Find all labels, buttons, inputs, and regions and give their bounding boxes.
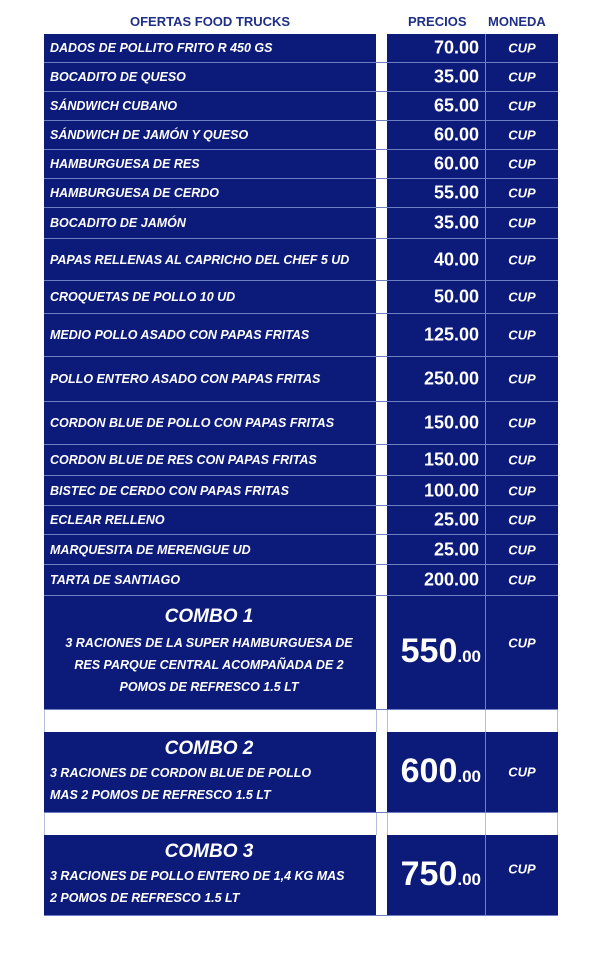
item-price: 100.00: [423, 480, 479, 500]
item-name: BOCADITO DE JAMÓN: [50, 216, 186, 230]
item-currency: CUP: [508, 40, 536, 56]
item-name: SÁNDWICH DE JAMÓN Y QUESO: [50, 128, 249, 142]
spacer-row: [44, 710, 558, 732]
menu-row: [44, 121, 558, 150]
item-currency: CUP: [508, 327, 536, 343]
menu-row: [44, 535, 558, 565]
menu-row: [44, 314, 558, 357]
item-name: DADOS DE POLLITO FRITO R 450 GS: [50, 41, 273, 55]
item-currency: CUP: [508, 185, 536, 201]
item-name: CORDON BLUE DE POLLO CON PAPAS FRITAS: [50, 416, 335, 430]
spacer-row: [44, 813, 558, 835]
item-name: CORDON BLUE DE RES CON PAPAS FRITAS: [50, 453, 317, 467]
header-prices: PRECIOS: [408, 14, 467, 29]
item-currency: CUP: [508, 156, 536, 172]
item-currency: CUP: [508, 483, 536, 498]
item-currency: CUP: [508, 371, 536, 387]
item-price: 50.00: [433, 286, 479, 307]
item-currency: CUP: [508, 572, 536, 588]
menu-row: [44, 506, 558, 535]
item-currency: CUP: [508, 452, 536, 468]
item-name: MEDIO POLLO ASADO CON PAPAS FRITAS: [50, 328, 310, 342]
item-currency: CUP: [508, 69, 536, 85]
combo-description: 3 RACIONES DE CORDON BLUE DE POLLO MAS 2 POMOS DE REFRESCO 1.5 LT: [50, 766, 312, 802]
item-name: ECLEAR RELLENO: [50, 513, 165, 527]
item-name: SÁNDWICH CUBANO: [50, 99, 178, 113]
item-price: 150.00: [423, 449, 479, 470]
combo-row: [44, 732, 558, 813]
menu-row: [44, 179, 558, 208]
item-name: MARQUESITA DE MERENGUE UD: [50, 542, 251, 557]
combo-title: COMBO 2: [164, 738, 254, 759]
item-currency: CUP: [508, 127, 536, 143]
item-name: BISTEC DE CERDO CON PAPAS FRITAS: [50, 483, 289, 498]
menu-row: [44, 34, 558, 63]
menu-row: [44, 208, 558, 239]
combo-description: 3 RACIONES DE POLLO ENTERO DE 1,4 KG MAS 2 POMOS DE REFRESCO 1.5 LT: [50, 869, 345, 905]
menu-row: [44, 63, 558, 92]
menu-row: [44, 92, 558, 121]
combo-currency: CUP: [508, 635, 536, 651]
item-currency: CUP: [508, 215, 536, 231]
item-price: 25.00: [433, 539, 479, 559]
menu-row: [44, 565, 558, 596]
item-price: 125.00: [423, 324, 479, 345]
item-price: 60.00: [433, 153, 479, 174]
item-price: 65.00: [433, 95, 479, 116]
combo-description: 3 RACIONES DE LA SUPER HAMBURGUESA DE RES PARQUE CENTRAL ACOMPAÑADA DE 2 POMOS DE REFRESCO 1.5 LT: [65, 636, 353, 694]
menu-row: [44, 150, 558, 179]
combo-price: 550.00: [400, 632, 481, 670]
item-price: 150.00: [423, 412, 479, 433]
item-currency: CUP: [508, 512, 536, 528]
menu-row: [44, 445, 558, 476]
combo-currency: CUP: [508, 861, 536, 877]
menu-row: [44, 476, 558, 506]
item-name: POLLO ENTERO ASADO CON PAPAS FRITAS: [50, 372, 321, 386]
menu-row: [44, 357, 558, 402]
menu-row: [44, 402, 558, 445]
item-price: 35.00: [433, 66, 479, 87]
combo-row: [44, 835, 558, 916]
item-currency: CUP: [508, 542, 536, 557]
menu-row: [44, 281, 558, 314]
combo-currency: CUP: [508, 764, 536, 780]
combo-price: 600.00: [400, 752, 481, 790]
item-currency: CUP: [508, 289, 536, 305]
item-price: 70.00: [433, 37, 479, 58]
item-currency: CUP: [508, 252, 536, 267]
item-name: HAMBURGUESA DE RES: [50, 157, 200, 171]
combo-row: [44, 596, 558, 710]
item-price: 40.00: [433, 249, 479, 269]
combo-title: COMBO 3: [164, 841, 254, 862]
item-price: 55.00: [433, 182, 479, 203]
item-name: CROQUETAS DE POLLO 10 UD: [50, 290, 236, 304]
item-name: HAMBURGUESA DE CERDO: [50, 186, 219, 200]
header-items: OFERTAS FOOD TRUCKS: [130, 14, 291, 29]
item-price: 60.00: [433, 124, 479, 145]
item-currency: CUP: [508, 415, 536, 431]
item-price: 200.00: [423, 569, 479, 590]
item-price: 35.00: [433, 212, 479, 233]
combo-title: COMBO 1: [164, 606, 254, 627]
header-currency: MONEDA: [488, 14, 546, 29]
item-name: BOCADITO DE QUESO: [50, 70, 186, 84]
item-name: TARTA DE SANTIAGO: [50, 573, 181, 587]
menu-row: [44, 239, 558, 281]
item-name: PAPAS RELLENAS AL CAPRICHO DEL CHEF 5 UD: [50, 252, 350, 267]
item-price: 250.00: [423, 368, 479, 389]
item-currency: CUP: [508, 98, 536, 114]
menu-table: [44, 34, 558, 916]
combo-price: 750.00: [400, 855, 481, 893]
item-price: 25.00: [433, 509, 479, 530]
